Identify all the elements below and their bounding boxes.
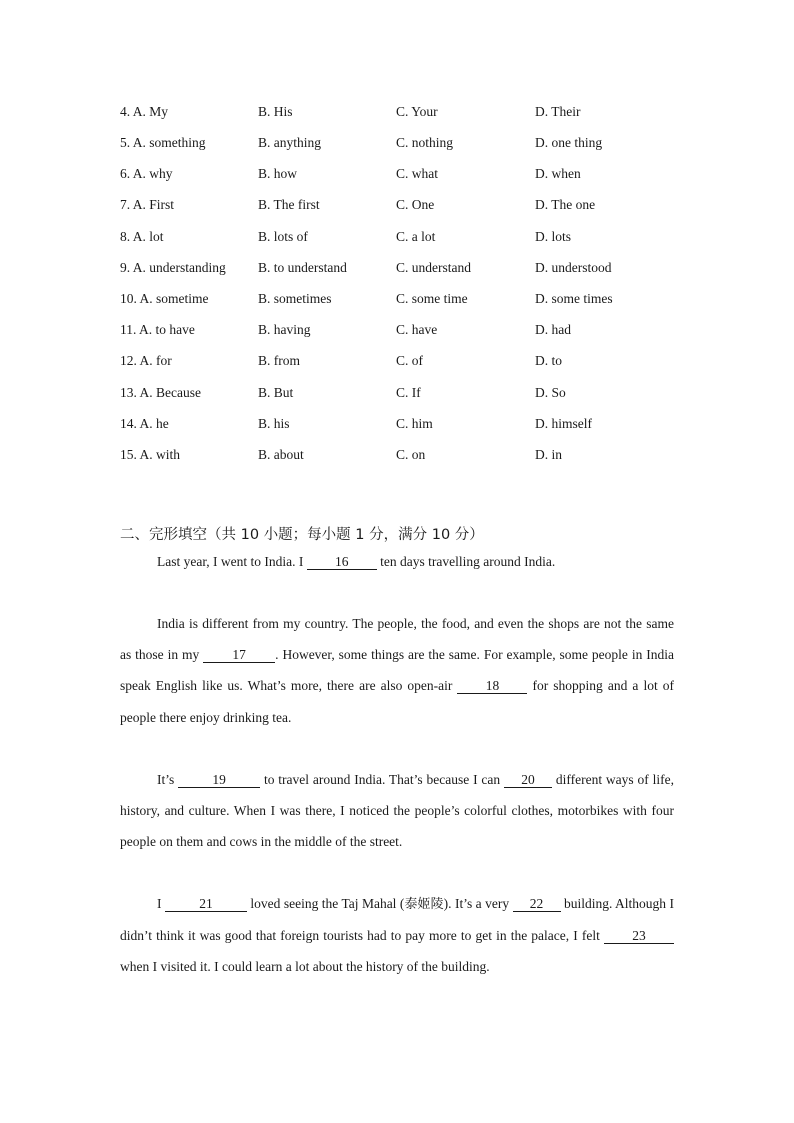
option-c: C. understand <box>396 260 471 275</box>
blank-22: 22 <box>513 896 561 912</box>
option-b: B. about <box>258 447 304 462</box>
option-b: B. But <box>258 385 294 400</box>
option-a: 8. A. lot <box>120 229 164 244</box>
blank-16: 16 <box>307 554 377 570</box>
option-c: C. nothing <box>396 135 454 150</box>
option-c: C. have <box>396 322 438 337</box>
option-d: D. in <box>535 447 562 462</box>
option-b: B. His <box>258 104 293 119</box>
option-a: 7. A. First <box>120 197 175 212</box>
option-b: B. anything <box>258 135 321 150</box>
option-d: D. had <box>535 322 571 337</box>
paragraph-text: It’s <box>157 772 179 787</box>
option-a: 6. A. why <box>120 166 173 181</box>
paragraph-text: building. Although I didn’t think it was good that foreign tourists had to pay more to get in the palace, I felt <box>120 896 674 944</box>
blank-18: 18 <box>457 678 527 694</box>
paragraph-text: ten days travelling around India. <box>376 554 556 569</box>
option-a: 12. A. for <box>120 353 172 368</box>
option-c: C. Your <box>396 104 438 119</box>
passage-paragraph-2 <box>120 608 674 733</box>
option-c: C. him <box>396 416 433 431</box>
paragraph-text: India is different from my country. The people, the food, and even the shops are not the same as those in my <box>120 616 674 663</box>
paragraph-text: to travel around India. That’s because I can <box>260 772 505 787</box>
passage-paragraph-3 <box>120 764 674 858</box>
option-d: D. So <box>535 385 566 400</box>
passage-paragraph-4 <box>120 888 674 983</box>
option-a: 5. A. something <box>120 135 206 150</box>
blank-19: 19 <box>178 772 260 788</box>
option-b: B. to understand <box>258 260 347 275</box>
option-c: C. some time <box>396 291 468 306</box>
option-a: 9. A. understanding <box>120 260 226 275</box>
option-b: B. from <box>258 353 300 368</box>
paragraph-text: loved seeing the Taj Mahal ( <box>246 896 405 911</box>
option-d: D. Their <box>535 104 581 119</box>
option-c: C. a lot <box>396 229 436 244</box>
chinese-annotation: 泰姬陵 <box>404 897 444 912</box>
paragraph-text: different ways of life, history, and culture. When I was there, I noticed the people’s colorful clothes, motorbikes with four people on them and cows in the middle of the street. <box>120 772 674 850</box>
option-d: D. himself <box>535 416 592 431</box>
passage-paragraph-1 <box>120 546 674 577</box>
option-d: D. understood <box>535 260 612 275</box>
option-d: D. to <box>535 353 562 368</box>
option-c: C. One <box>396 197 435 212</box>
option-a: 14. A. he <box>120 416 169 431</box>
option-c: C. of <box>396 353 423 368</box>
option-a: 13. A. Because <box>120 385 201 400</box>
option-d: D. lots <box>535 229 572 244</box>
option-b: B. his <box>258 416 290 431</box>
option-a: 10. A. sometime <box>120 291 209 306</box>
option-b: B. having <box>258 322 311 337</box>
paragraph-text: for shopping and a lot of people there enjoy drinking tea. <box>120 678 675 725</box>
blank-17: 17 <box>203 647 275 663</box>
option-d: D. when <box>535 166 581 181</box>
option-d: D. The one <box>535 197 596 212</box>
option-c: C. what <box>396 166 438 181</box>
paragraph-text: . However, some things are the same. For example, some people in India speak English like us. What’s more, there are also open-air <box>120 647 674 694</box>
option-b: B. sometimes <box>258 291 332 306</box>
option-a: 4. A. My <box>120 104 169 119</box>
section-title: 二、完形填空（共 10 小题；每小题 1 分，满分 10 分） <box>120 527 484 543</box>
option-b: B. how <box>258 166 298 181</box>
option-c: C. If <box>396 385 421 400</box>
paragraph-text: ). It’s a very <box>443 896 513 911</box>
option-d: D. one thing <box>535 135 603 150</box>
paragraph-text: when I visited it. I could learn a lot about the history of the building. <box>120 959 490 975</box>
option-a: 11. A. to have <box>120 322 195 337</box>
option-b: B. The first <box>258 197 320 212</box>
paragraph-text: I <box>157 896 165 911</box>
blank-21: 21 <box>165 896 247 912</box>
paragraph-text: Last year, I went to India. I <box>157 554 307 569</box>
blank-20: 20 <box>504 772 552 788</box>
option-a: 15. A. with <box>120 447 181 462</box>
option-b: B. lots of <box>258 229 308 244</box>
option-c: C. on <box>396 447 426 462</box>
blank-23: 23 <box>604 928 674 944</box>
option-d: D. some times <box>535 291 613 306</box>
